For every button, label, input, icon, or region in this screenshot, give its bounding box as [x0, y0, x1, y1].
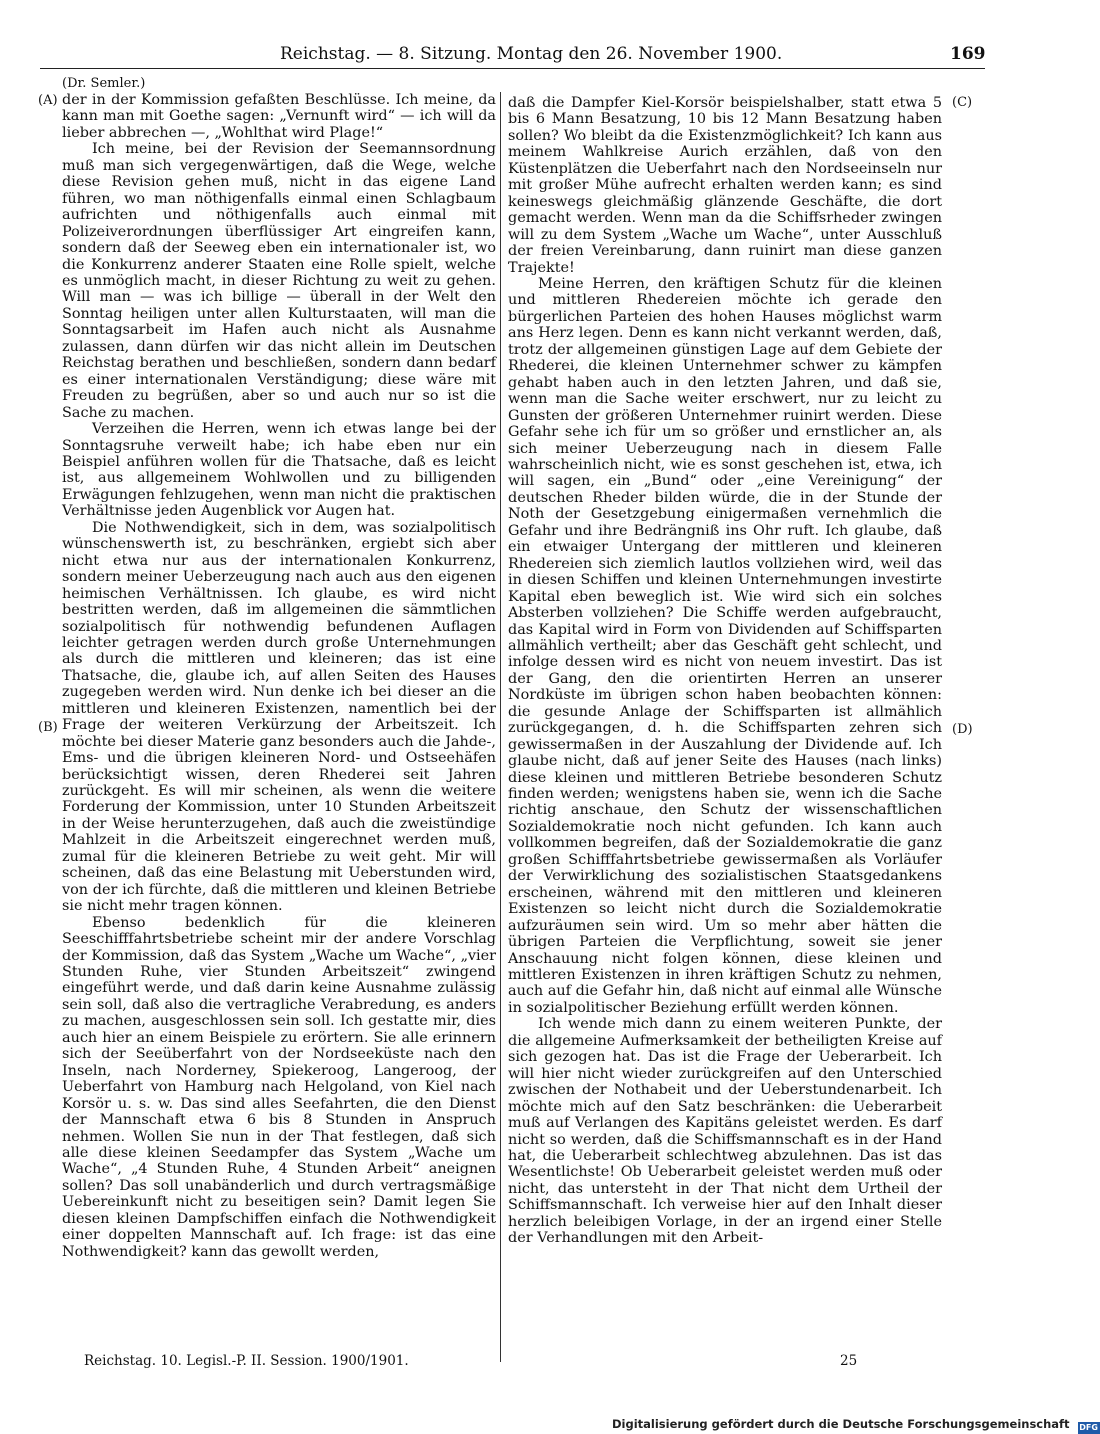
paragraph: der in der Kommission gefaßten Beschlüsse. Ich meine, da kann man mit Goethe sagen: „Vernunft wird“ — ich will da lieber abbrechen —, „Wohlthat wird Plage!“ — [62, 92, 496, 141]
margin-mark-a: (A) — [38, 93, 58, 108]
paragraph: Meine Herren, den kräftigen Schutz für die kleinen und mittleren Rhedereien möchte ich gerade den bürgerlichen Parteien des hohen Hauses möglichst warm ans Herz legen. Denn es kann nicht verkannt werden, daß, trotz der allgemeinen günstigen Lage auf dem Gebiete der Rhederei, die kleinen Unternehmer schwer zu kämpfen gehabt haben auch in den letzten Jahren, und daß sie, wenn man die Sache weiter erschwert, nur zu leicht zu Gunsten der größeren Unternehmer ruinirt werden. Diese Gefahr sehe ich für um so größer und ernstlicher an, als sich meiner Ueberzeugung nach in diesem Falle wahrscheinlich nicht, wie es sonst geschehen ist, etwa, ich will sagen, ein „Bund“ oder „eine Vereinigung“ der deutschen Rheder bilden würde, die in der Stunde der Noth der Gesetzgebung einigermaßen vernehmlich die Gefahr und ihre Bedrängniß ins Ohr ruft. Ich glaube, daß ein etwaiger Untergang der mittleren und kleineren Rhedereien sich ziemlich lautlos vollziehen wird, weil das in diesen Schiffen und kleinen Unternehmungen investirte Kapital eben beweglich ist. Wie wird sich ein solches Absterben vollziehen? Die Schiffe werden aufgebraucht, das Kapital wird in Form von Dividenden auf Schiffsparten allmählich vertheilt; aber das Geschäft geht schlecht, und infolge dessen wird es nicht von neuem investirt. Das ist der Gang, den die orientirten Herren an unserer Nordküste im übrigen schon haben beobachten können: die gesunde Anlage der Schiffsparten ist allmählich zurückgegangen, d. h. die Schiffsparten zehren sich gewissermaßen in der Auszahlung der Dividende auf. Ich glaube nicht, daß auf jener Seite des Hauses (nach links) diese kleinen und mittleren Betriebe besonderen Schutz finden werden; wenigstens haben sie, wenn ich die Sache richtig anschaue, den Schutz der wissenschaftlichen Sozialdemokratie noch nicht gefunden. Ich kann auch vollkommen begreifen, daß der Sozialdemokratie die ganz großen Schifffahrtsbetriebe gewissermaßen als Vorläufer der Verwirklichung des sozialistischen Staatsgedankens erscheinen, während mit den mittleren und kleineren Existenzen so leicht nicht durch die Sozialdemokratie aufzuräumen sein wird. Um so mehr aber hätten die übrigen Parteien die Verpflichtung, soweit sie jener Anschauung nicht folgen können, diese kleinen und mittleren Existenzen in ihren kräftigen Schutz zu nehmen, auch auf die Gefahr hin, daß nicht auf einmal alle Wünsche in sozialpolitischer Beziehung erfüllt werden können. — [508, 275, 942, 1016]
paragraph: Ebenso bedenklich für die kleineren Seeschifffahrtsbetriebe scheint mir der andere Vorschlag der Kommission, daß das System „Wache um Wache“, „vier Stunden Ruhe, vier Stunden Arbeitszeit“ zwingend eingeführt werde, und daß darin keine Ausnahme zulässig sein soll, daß also die vertragliche Verabredung, es anders zu machen, ausgeschlossen sein soll. Ich gestatte mir, dies auch hier an einem Beispiele zu erörtern. Sie alle erinnern sich der Seeüberfahrt von der Nordseeküste nach den Inseln, nach Norderney, Spiekeroog, Langeroog, der Ueberfahrt von Hamburg nach Helgoland, von Kiel nach Korsör u. s. w. Das sind alles Seefahrten, die den Dienst der Mannschaft etwa 6 bis 8 Stunden in Anspruch nehmen. Wollen Sie nun in der That festlegen, daß sich alle diese kleinen Seedampfer das System „Wache um Wache“, „4 Stunden Ruhe, 4 Stunden Arbeit“ aneignen sollen? Das soll unabänderlich und durch vertragsmäßige Uebereinkunft nicht zu beseitigen sein? Damit legen Sie diesen kleinen Dampfschiffen einfach die Nothwendigkeit einer doppelten Mannschaft auf. Ich frage: ist das eine Nothwendigkeit? kann das gewollt werden, — [62, 914, 496, 1260]
header-rule — [40, 68, 985, 69]
margin-mark-c: (C) — [952, 95, 973, 110]
margin-mark-d: (D) — [952, 722, 973, 737]
margin-mark-b: (B) — [38, 720, 58, 735]
dfg-logo-icon: DFG — [1079, 1423, 1098, 1432]
left-column — [62, 92, 496, 1260]
paragraph: daß die Dampfer Kiel-Korsör beispielshalber, statt etwa 5 bis 6 Mann Besatzung, 10 bis 12 Mann Besatzung haben sollen? Wo bleibt da die Existenzmöglichkeit? Ich kann aus meinem Wahlkreise Aurich erzählen, daß von den Küstenplätzen die Ueberfahrt nach den Nordseeinseln nur mit großer Mühe aufrecht erhalten werden kann; es sind keineswegs gleichmäßig glänzende Geschäfte, die dort gemacht werden. Wenn man da die Schiffsrheder zwingen will zu dem System „Wache um Wache“, unter Ausschluß der freien Vereinbarung, dann ruinirt man diese ganzen Trajekte! — [508, 95, 942, 276]
paragraph: Ich wende mich dann zu einem weiteren Punkte, der die allgemeine Aufmerksamkeit der betheiligten Kreise auf sich gezogen hat. Das ist die Frage der Ueberarbeit. Ich will hier nicht wieder zurückgreifen auf den Unterschied zwischen der Nothabeit und der Ueberstundenarbeit. Ich möchte mich auf den Satz beschränken: die Ueberarbeit muß auf Verlangen des Kapitäns geleistet werden. Es darf nicht so werden, daß die Schiffsmannschaft es in der Hand hat, die Ueberarbeit schlechtweg abzulehnen. Das ist das Wesentlichste! Ob Ueberarbeit geleistet werden muß oder nicht, das untersteht in der That nicht dem Urtheil der Schiffsmannschaft. Ich verweise hier auf den Inhalt dieser herzlich beleibigen Vorlage, in der an irgend einer Stelle der Verhandlungen mit den Arbeit- — [508, 1016, 942, 1247]
digitization-credit — [612, 1417, 1100, 1434]
page-number: 169 — [950, 44, 986, 64]
right-column — [508, 95, 942, 1247]
paragraph: Ich meine, bei der Revision der Seemannsordnung muß man sich vergegenwärtigen, daß die Wege, welche diese Revision gehen muß, nicht in das eigene Land führen, wo man nöthigenfalls einmal einen Schlagbaum aufrichten und nöthigenfalls auch einmal mit Polizeiverordnungen überflüssiger Art eingreifen kann, sondern daß der Seeweg eben ein internationaler ist, wo die Konkurrenz anderer Staaten eine Rolle spielt, welche es unmöglich macht, in dieser Richtung zu weit zu gehen. Will man — was ich billige — überall in der Welt den Sonntag heiligen unter allen Kulturstaaten, will man die Sonntagsarbeit im Hafen auch nicht als Ausnahme zulassen, dann dürfen wir das nicht allein im Deutschen Reichstag berathen und beschließen, sondern dann bedarf es einer internationalen Verständigung; diese wäre mit Freuden zu begrüßen, aber so und auch nur so ist die Sache zu machen. — [62, 141, 496, 421]
speaker-label: (Dr. Semler.) — [62, 76, 146, 91]
paragraph: Verzeihen die Herren, wenn ich etwas lange bei der Sonntagsruhe verweilt habe; ich habe eben nur ein Beispiel anführen wollen für die Thatsache, daß es leicht ist, aus allgemeinem Wohlwollen und zu billigenden Erwägungen fehlzugehen, wenn man nicht die praktischen Verhältnisse jeden Augenblick vor Augen hat. — [62, 421, 496, 520]
page-header: Reichstag. — 8. Sitzung. Montag den 26. November 1900. — [280, 44, 783, 64]
sheet-signature: 25 — [840, 1353, 858, 1369]
credit-text: Digitalisierung gefördert durch die Deutsche Forschungsgemeinschaft — [612, 1417, 1070, 1431]
paragraph: Die Nothwendigkeit, sich in dem, was sozialpolitisch wünschenswerth ist, zu beschränken, ergiebt sich aber nicht etwa nur aus der internationalen Konkurrenz, sondern meiner Ueberzeugung nach auch aus den eigenen heimischen Verhältnissen. Ich glaube, es wird nicht bestritten werden, daß im allgemeinen die sämmtlichen sozialpolitisch für nothwendig befundenen Auflagen leichter getragen werden durch große Unternehmungen als durch die mittleren und kleineren; das ist eine Thatsache, die, glaube ich, auf allen Seiten des Hauses zugegeben werden wird. Nun denke ich bei dieser an die mittleren und kleineren Existenzen, namentlich bei der Frage der weiteren Verkürzung der Arbeitszeit. Ich möchte bei dieser Materie ganz besonders auch die Jahde-, Ems- und die übrigen kleineren Nord- und Ostseehäfen berücksichtigt wissen, deren Rhederei seit Jahren zurückgeht. Es will mir scheinen, als wenn die weitere Forderung der Kommission, unter 10 Stunden Arbeitszeit in der Weise herunterzugehen, daß auch die zweistündige Mahlzeit in die Arbeitszeit eingerechnet werden muß, zumal für die kleineren Betriebe zu weit geht. Mir will scheinen, daß das eine Belastung mit Ueberstunden wird, von der ich fürchte, daß die mittleren und kleinen Betriebe sie nicht mehr tragen können. — [62, 519, 496, 915]
page-footer: Reichstag. 10. Legisl.-P. II. Session. 1900/1901. — [84, 1353, 409, 1369]
column-divider — [500, 92, 501, 1362]
